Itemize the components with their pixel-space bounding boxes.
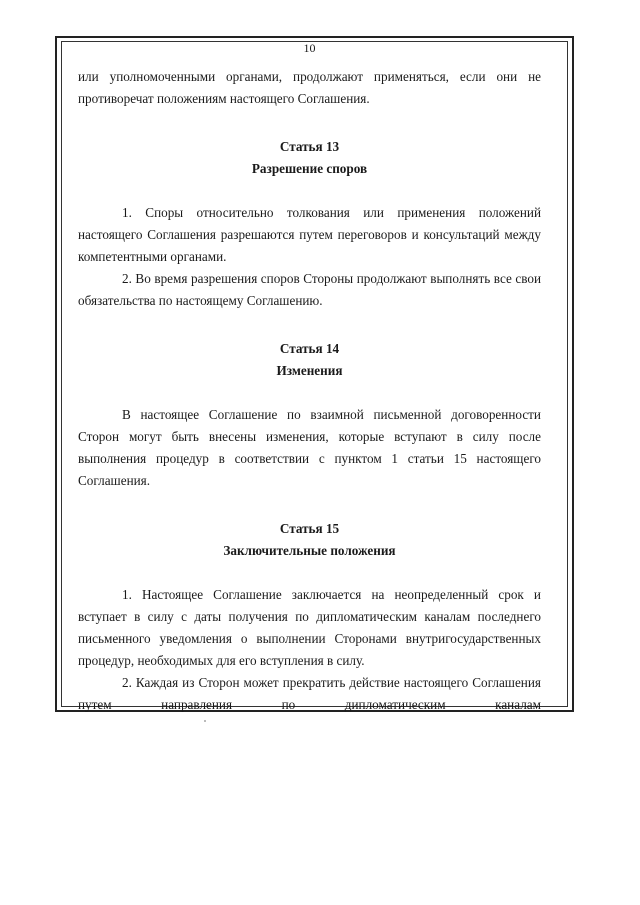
article-15-title: Заключительные положения [223,543,396,558]
article-15-heading: Статья 15 [279,521,340,536]
article-15-paragraph-1: 1. Настоящее Соглашение заключается на неопределенный срок и вступает в силу с даты получения по дипломатическим каналам последнего письменного уведомления о выполнении Сторонами внутригосударственных процедур, необходимых для его вступления в силу. [78,587,541,668]
article-15-paragraph-2: 2. Каждая из Сторон может прекратить действие настоящего Соглашения путем направления по дипломатическим каналам [78,675,541,712]
article-14-heading: Статья 14 [279,341,340,356]
article-13-heading: Статья 13 [279,139,340,154]
document-body [78,40,541,716]
intro-line-1: или уполномоченными органами, продолжают применяться, если они не [78,69,541,84]
intro-line-2: противоречат положениям настоящего Соглашения. [78,91,370,106]
page-number: 10 [303,41,316,55]
article-13-title: Разрешение споров [251,161,368,176]
article-13-paragraph-1: 1. Споры относительно толкования или применения положений настоящего Соглашения разрешаются путем переговоров и консультаций между компетентными органами. [78,205,541,264]
scan-speck [204,720,206,722]
article-14-paragraph-1: В настоящее Соглашение по взаимной письменной договоренности Сторон могут быть внесены изменения, которые вступают в силу после выполнения процедур в соответствии с пунктом 1 статьи 15 настоящего Соглашения. [78,407,541,488]
article-13-paragraph-2: 2. Во время разрешения споров Стороны продолжают выполнять все свои обязательства по настоящему Соглашению. [78,271,541,308]
article-14-title: Изменения [276,363,343,378]
